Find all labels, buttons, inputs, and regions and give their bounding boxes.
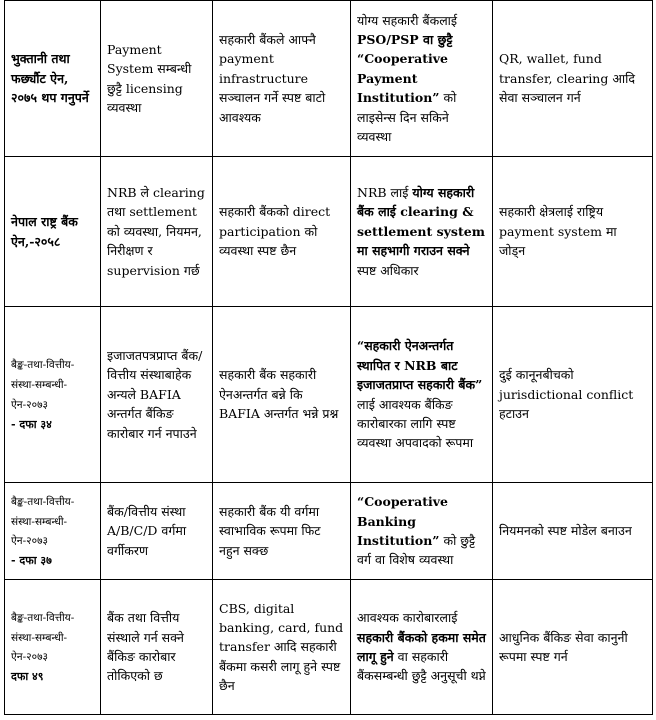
amendment-cell bbox=[351, 157, 493, 307]
amendment-text-a: NRB लाई bbox=[357, 185, 413, 201]
issue-cell: सहकारी बैंकले आफ्नै payment infrastructure सञ्चालन गर्ने स्पष्ट बाटो आवश्यक bbox=[213, 1, 351, 157]
law-name: बैङ्क-तथा-वित्तीय-संस्था-सम्बन्धी-ऐन-२०७३ bbox=[11, 495, 75, 548]
amendment-text-bold: “Cooperative Banking Institution” bbox=[357, 494, 448, 548]
purpose-cell: नियमनको स्पष्ट मोडेल बनाउन bbox=[493, 483, 653, 580]
law-section: दफा ४९ bbox=[11, 670, 44, 684]
provision-cell: इजाजतपत्रप्राप्त बैंक/वित्तीय संस्थाबाहेक अन्यले BAFIA अन्तर्गत बैंकिङ कारोबार गर्न नपाउने bbox=[101, 307, 213, 483]
purpose-cell: आधुनिक बैंकिङ सेवा कानुनी रूपमा स्पष्ट गर्न bbox=[493, 580, 653, 715]
provision-cell: NRB ले clearing तथा settlement को व्यवस्था, नियमन, निरीक्षण र supervision गर्छ bbox=[101, 157, 213, 307]
amendment-text-c: लाई आवश्यक बैंकिङ कारोबारका लागि स्पष्ट व्यवस्था अपवादको रूपमा bbox=[357, 396, 474, 451]
table-row bbox=[5, 307, 653, 483]
law-cell bbox=[5, 307, 101, 483]
law-name: बैङ्क-तथा-वित्तीय-संस्था-सम्बन्धी-ऐन-२०७३ bbox=[11, 611, 75, 664]
table-row bbox=[5, 1, 653, 157]
law-section: - दफा ३७ bbox=[11, 554, 52, 568]
issue-cell: सहकारी बैंकको direct participation को व्यवस्था स्पष्ट छैन bbox=[213, 157, 351, 307]
amendment-text-a: योग्य सहकारी बैंकलाई bbox=[357, 12, 458, 28]
table-row bbox=[5, 483, 653, 580]
provision-cell: Payment System सम्बन्धी छुट्टै licensing व्यवस्था bbox=[101, 1, 213, 157]
amendment-cell bbox=[351, 1, 493, 157]
amendment-text-c: को छुट्टै वर्ग वा विशेष व्यवस्था bbox=[357, 533, 476, 568]
amendment-text-bold: PSO/PSP वा छुट्टै “Cooperative Payment Institution” bbox=[357, 32, 453, 106]
law-comparison-table bbox=[4, 0, 653, 715]
law-name: बैङ्क-तथा-वित्तीय-संस्था-सम्बन्धी-ऐन-२०७३ bbox=[11, 359, 75, 411]
table-row bbox=[5, 580, 653, 715]
purpose-cell: QR, wallet, fund transfer, clearing आदि सेवा सञ्चालन गर्न bbox=[493, 1, 653, 157]
purpose-cell: दुई कानूनबीचको jurisdictional conflict हटाउन bbox=[493, 307, 653, 483]
amendment-cell bbox=[351, 483, 493, 580]
issue-cell: सहकारी बैंक यी वर्गमा स्वाभाविक रूपमा फिट नहुन सक्छ bbox=[213, 483, 351, 580]
purpose-cell: सहकारी क्षेत्रलाई राष्ट्रिय payment system मा जोड्न bbox=[493, 157, 653, 307]
amendment-text-a: आवश्यक कारोबारलाई bbox=[357, 610, 458, 626]
provision-cell: बैंक/वित्तीय संस्था A/B/C/D वर्गमा वर्गीकरण bbox=[101, 483, 213, 580]
law-cell: नेपाल राष्ट्र बैंक ऐन,-२०५८ bbox=[5, 157, 101, 307]
issue-cell: सहकारी बैंक सहकारी ऐनअन्तर्गत बन्ने कि BAFIA अन्तर्गत भन्ने प्रश्न bbox=[213, 307, 351, 483]
provision-cell: बैंक तथा वित्तीय संस्थाले गर्न सक्ने बैंकिङ कारोबार तोकिएको छ bbox=[101, 580, 213, 715]
amendment-cell bbox=[351, 580, 493, 715]
amendment-cell bbox=[351, 307, 493, 483]
law-cell: भुक्तानी तथा फर्छ्यौट ऐन, २०७५ थप गनुपर्ने bbox=[5, 1, 101, 157]
amendment-text-bold: योग्य सहकारी बैंक लाई clearing & settlement system मा सहभागी गराउन सक्ने bbox=[357, 185, 485, 259]
amendment-text-c: स्पष्ट अधिकार bbox=[357, 262, 419, 278]
amendment-text-bold: “सहकारी ऐनअन्तर्गत स्थापित र NRB बाट इजाजतप्राप्त सहकारी बैंक” bbox=[357, 338, 483, 393]
issue-cell: CBS, digital banking, card, fund transfer आदि सहकारी बैंकमा कसरी लागू हुने स्पष्ट छैन bbox=[213, 580, 351, 715]
law-section: - दफा ३४ bbox=[11, 417, 52, 431]
table-row bbox=[5, 157, 653, 307]
law-cell bbox=[5, 483, 101, 580]
law-cell bbox=[5, 580, 101, 715]
amendment-text-c: को लाइसेन्स दिन सकिने व्यवस्था bbox=[357, 90, 457, 144]
amendment-text-c: वा सहकारी बैंकसम्बन्धी छुट्टै अनुसूची थप्ने bbox=[357, 649, 486, 684]
amendment-text-bold: सहकारी बैंकको हकमा समेत लागू हुने bbox=[357, 629, 486, 664]
